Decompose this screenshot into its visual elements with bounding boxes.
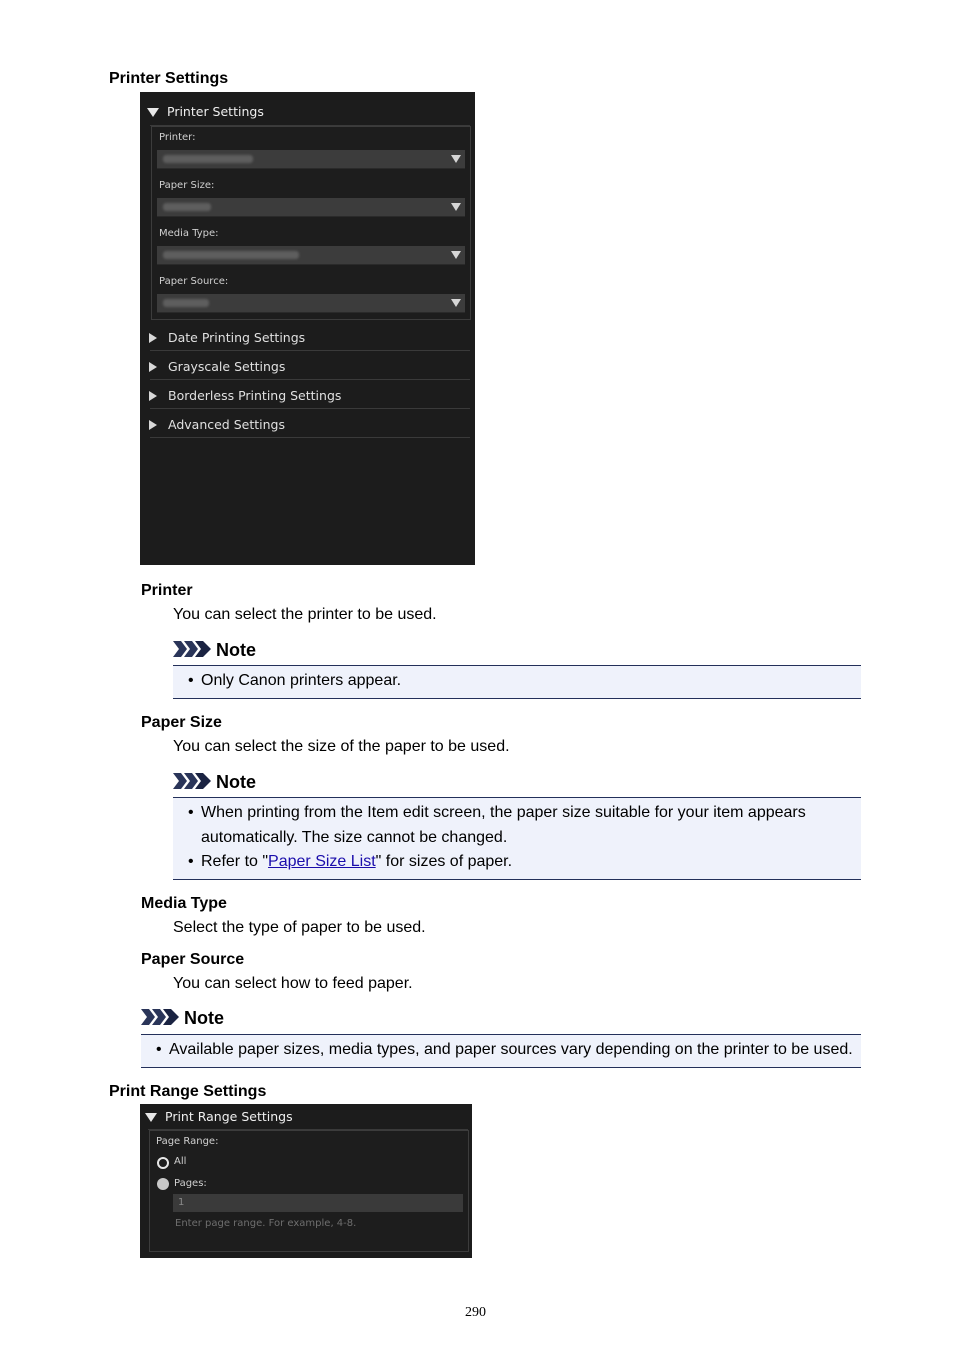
panel-header-printer-settings[interactable] xyxy=(147,104,264,119)
section-heading-print-range: Print Range Settings xyxy=(109,1083,267,1100)
radio-all-label: All xyxy=(174,1156,187,1167)
note-title: Note xyxy=(184,1008,224,1028)
collapsed-section-label: Advanced Settings xyxy=(168,417,285,432)
note-text-with-link xyxy=(201,850,512,874)
item-title-printer: Printer xyxy=(141,582,193,599)
note-text: " for sizes of paper. xyxy=(375,853,513,870)
panel-header-label: Print Range Settings xyxy=(165,1109,293,1124)
note-box-printer xyxy=(173,665,861,699)
note-text: When printing from the Item edit screen, the paper size suitable for your item appears xyxy=(201,804,806,821)
expand-right-icon xyxy=(149,362,157,372)
expand-down-icon xyxy=(145,1113,157,1122)
item-desc-media-type: Select the type of paper to be used. xyxy=(173,919,426,936)
paper-size-list-link[interactable]: Paper Size List xyxy=(268,853,376,870)
bullet: • xyxy=(188,853,194,870)
collapsed-section-label: Grayscale Settings xyxy=(168,359,286,374)
blurred-value xyxy=(163,251,299,259)
printer-select[interactable] xyxy=(157,150,465,169)
blurred-value xyxy=(163,299,209,307)
media-type-select[interactable] xyxy=(157,246,465,265)
paper-source-select[interactable] xyxy=(157,294,465,313)
page-number: 290 xyxy=(465,1305,486,1320)
item-desc-printer: You can select the printer to be used. xyxy=(173,606,437,623)
printer-label: Printer: xyxy=(159,132,196,143)
separator xyxy=(150,350,470,351)
note-text: Refer to " xyxy=(201,853,269,870)
separator xyxy=(150,408,470,409)
paper-size-label: Paper Size: xyxy=(159,180,215,191)
printer-settings-panel xyxy=(140,92,475,565)
item-desc-paper-source: You can select how to feed paper. xyxy=(173,975,413,992)
note-chevrons-icon xyxy=(141,1009,181,1025)
item-title-paper-source: Paper Source xyxy=(141,951,245,968)
panel-header-print-range[interactable] xyxy=(145,1109,293,1124)
note-box-paper-size xyxy=(173,797,861,880)
item-desc-paper-size: You can select the size of the paper to be used. xyxy=(173,738,510,755)
radio-unselected-icon xyxy=(157,1178,169,1190)
dropdown-arrow-icon xyxy=(451,299,461,307)
note-text: Available paper sizes, media types, and paper sources vary depending on the printer to be used. xyxy=(169,1041,853,1058)
note-text: Only Canon printers appear. xyxy=(201,672,402,689)
note-text: automatically. The size cannot be changed. xyxy=(201,829,508,846)
expand-right-icon xyxy=(149,333,157,343)
page-range-label: Page Range: xyxy=(156,1136,219,1147)
page-range-box xyxy=(149,1130,469,1252)
section-heading-printer-settings: Printer Settings xyxy=(109,70,229,87)
blurred-value xyxy=(163,155,253,163)
paper-source-label: Paper Source: xyxy=(159,276,229,287)
page-range-hint: Enter page range. For example, 4-8. xyxy=(175,1218,357,1229)
note-title: Note xyxy=(216,640,256,660)
note-chevrons-icon xyxy=(173,641,213,657)
radio-pages-label: Pages: xyxy=(174,1178,207,1189)
dropdown-arrow-icon xyxy=(451,251,461,259)
item-title-media-type: Media Type xyxy=(141,895,227,912)
bullet: • xyxy=(188,804,194,821)
separator xyxy=(150,379,470,380)
bullet: • xyxy=(156,1041,162,1058)
paper-size-select[interactable] xyxy=(157,198,465,217)
expand-right-icon xyxy=(149,391,157,401)
dropdown-arrow-icon xyxy=(451,155,461,163)
expand-right-icon xyxy=(149,420,157,430)
blurred-value xyxy=(163,203,211,211)
dropdown-arrow-icon xyxy=(451,203,461,211)
collapsed-section-label: Borderless Printing Settings xyxy=(168,388,342,403)
pages-input-value: 1 xyxy=(178,1197,185,1208)
collapsed-section-label: Date Printing Settings xyxy=(168,330,306,345)
note-title: Note xyxy=(216,772,256,792)
media-type-label: Media Type: xyxy=(159,228,219,239)
note-chevrons-icon xyxy=(173,773,213,789)
item-title-paper-size: Paper Size xyxy=(141,714,222,731)
panel-header-label: Printer Settings xyxy=(167,104,264,119)
pages-input[interactable] xyxy=(173,1194,463,1212)
print-range-panel xyxy=(140,1104,472,1258)
bullet: • xyxy=(188,672,194,689)
note-box-general xyxy=(141,1034,861,1068)
separator xyxy=(150,437,470,438)
radio-selected-icon xyxy=(157,1157,169,1169)
expand-down-icon xyxy=(147,108,159,117)
printer-fields-box xyxy=(151,126,471,320)
